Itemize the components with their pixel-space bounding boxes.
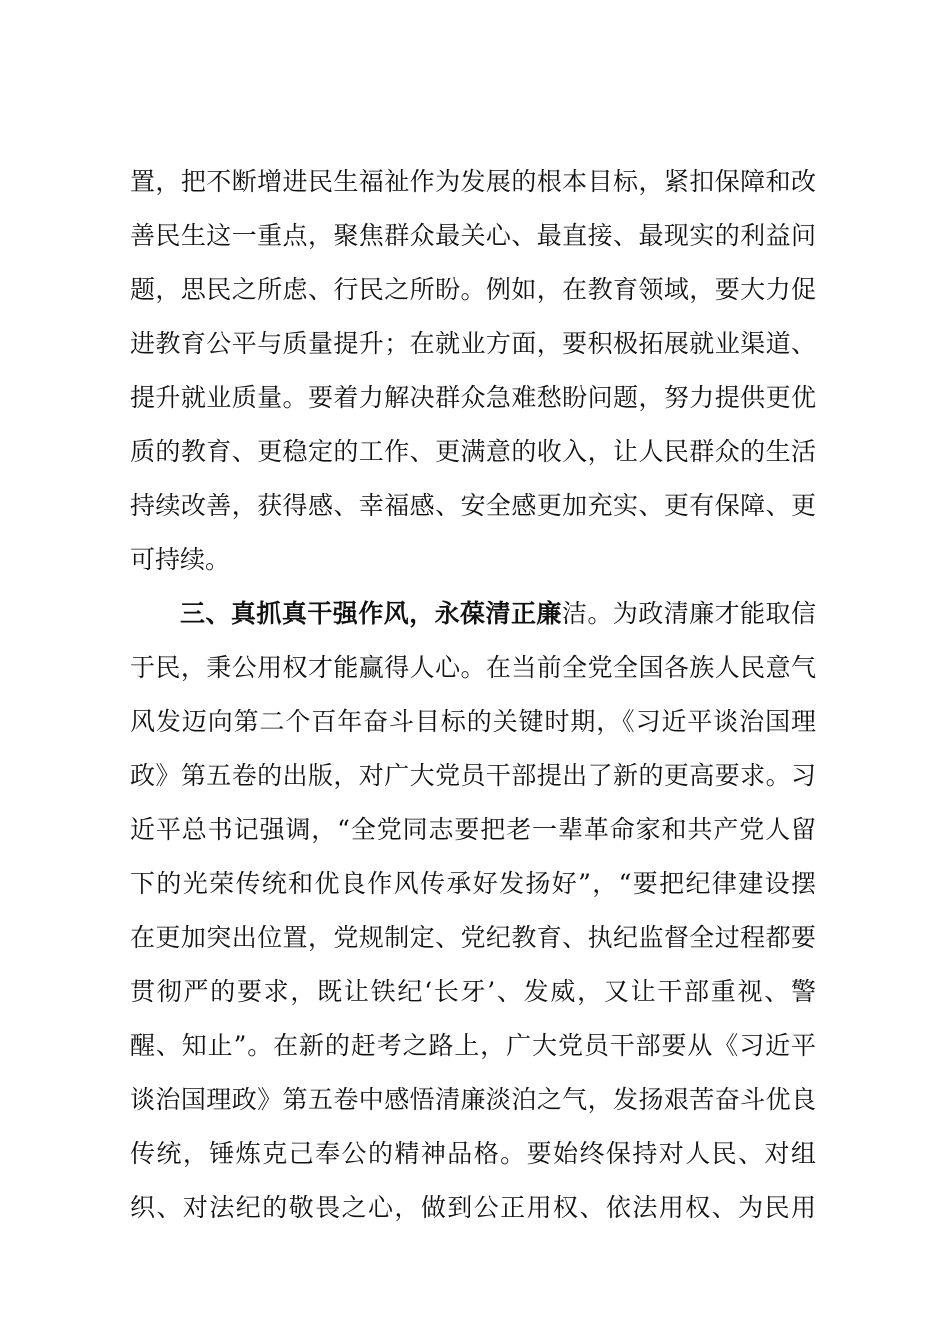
section-heading-line: [130, 596, 816, 650]
text-line: 风发迈向第二个百年奋斗目标的关键时期，《习近平谈治国理: [130, 707, 816, 736]
text-line: 政》第五卷的出版，对广大党员干部提出了新的更高要求。习: [130, 761, 816, 790]
text-line: 谈治国理政》第五卷中感悟清廉淡泊之气，发扬艰苦奋斗优良: [130, 1085, 816, 1114]
section-heading-continuation: 洁。为政清廉才能取信: [561, 599, 816, 628]
text-line: 质的教育、更稳定的工作、更满意的收入，让人民群众的生活: [130, 437, 816, 466]
text-line: 在更加突出位置，党规制定、党纪教育、执纪监督全过程都要: [130, 923, 816, 952]
text-line: 可持续。: [130, 545, 231, 574]
document-page: [130, 164, 816, 1244]
text-line: 题，思民之所虑、行民之所盼。例如，在教育领域，要大力促: [130, 275, 816, 304]
text-line: 下的光荣传统和优良作风传承好发扬好”，“要把纪律建设摆: [130, 869, 816, 898]
text-line: 持续改善，获得感、幸福感、安全感更加充实、更有保障、更: [130, 491, 816, 520]
text-line: 传统，锤炼克己奉公的精神品格。要始终保持对人民、对组: [130, 1139, 816, 1168]
text-line: 善民生这一重点，聚焦群众最关心、最直接、最现实的利益问: [130, 221, 816, 250]
section-heading: 三、真抓真干强作风，永葆清正廉: [180, 599, 562, 628]
text-line: 于民，秉公用权才能赢得人心。在当前全党全国各族人民意气: [130, 653, 816, 682]
text-line: 近平总书记强调，“全党同志要把老一辈革命家和共产党人留: [130, 815, 816, 844]
text-line: 织、对法纪的敬畏之心，做到公正用权、依法用权、为民用: [130, 1193, 816, 1222]
text-line: 贯彻严的要求，既让铁纪‘长牙’、发威，又让干部重视、警: [130, 977, 816, 1006]
text-line: 进教育公平与质量提升；在就业方面，要积极拓展就业渠道、: [130, 329, 816, 358]
text-line: 醒、知止”。在新的赶考之路上，广大党员干部要从《习近平: [130, 1031, 816, 1060]
text-line: 置，把不断增进民生福祉作为发展的根本目标，紧扣保障和改: [130, 167, 816, 196]
text-line: 提升就业质量。要着力解决群众急难愁盼问题，努力提供更优: [130, 383, 816, 412]
